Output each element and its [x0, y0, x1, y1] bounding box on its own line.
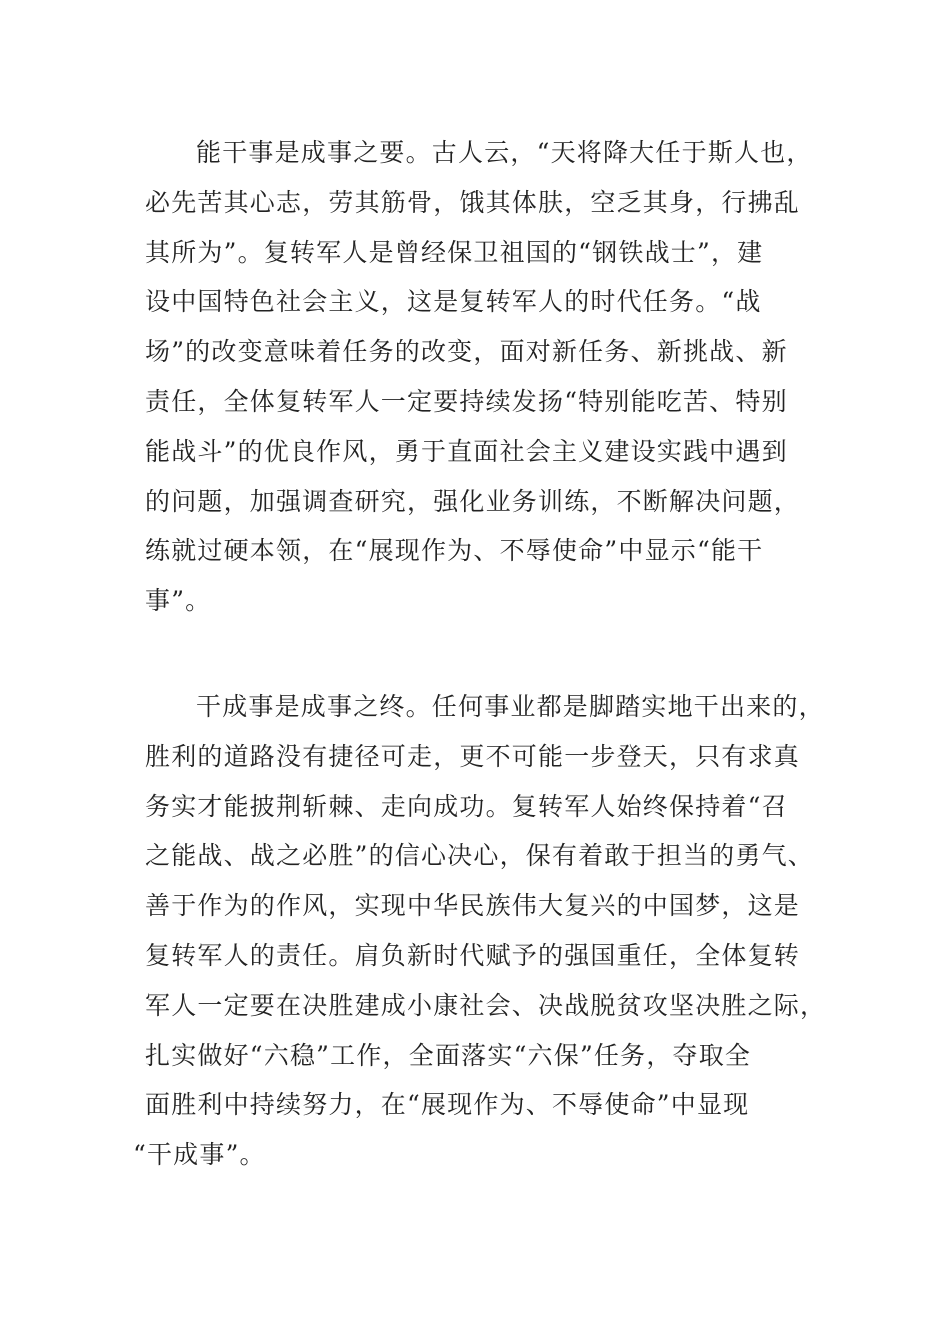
paragraph-line: 善于作为的作风，实现中华民族伟大复兴的中国梦，这是: [145, 891, 801, 921]
paragraph-line: 之能战、战之必胜”的信心决心，保有着敢于担当的勇气、: [145, 841, 814, 871]
paragraph-line: “干成事”。: [133, 1140, 266, 1170]
paragraph-line: 其所为”。复转军人是曾经保卫祖国的“钢铁战士”，建: [145, 237, 764, 267]
paragraph-line: 必先苦其心志，劳其筋骨，饿其体肤，空乏其身，行拂乱: [145, 187, 801, 217]
paragraph-line: 复转军人的责任。肩负新时代赋予的强国重任，全体复转: [145, 940, 801, 970]
paragraph-line: 面胜利中持续努力，在“展现作为、不辱使命”中显现: [145, 1090, 750, 1120]
paragraph-line: 设中国特色社会主义，这是复转军人的时代任务。“战: [145, 287, 762, 317]
paragraph-line: 能干事是成事之要。古人云，“天将降大任于斯人也，: [196, 138, 813, 167]
paragraph-line: 扎实做好“六稳”工作，全面落实“六保”任务，夺取全: [145, 1040, 752, 1070]
paragraph-line: 能战斗”的优良作风，勇于直面社会主义建设实践中遇到: [145, 436, 788, 466]
paragraph-line: 干成事是成事之终。任何事业都是脚踏实地干出来的，: [196, 692, 825, 721]
paragraph-accomplishing: [133, 682, 827, 1180]
paragraph-line: 的问题，加强调查研究，强化业务训练，不断解决问题，: [145, 486, 801, 516]
paragraph-capable-of-doing: [145, 128, 815, 626]
paragraph-line: 胜利的道路没有捷径可走，更不可能一步登天，只有求真: [145, 741, 801, 771]
paragraph-line: 练就过硬本领，在“展现作为、不辱使命”中显示“能干: [145, 536, 764, 566]
paragraph-line: 务实才能披荆斩棘、走向成功。复转军人始终保持着“召: [145, 791, 788, 821]
paragraph-line: 责任，全体复转军人一定要持续发扬“特别能吃苦、特别: [145, 386, 788, 416]
paragraph-line: 场”的改变意味着任务的改变，面对新任务、新挑战、新: [145, 337, 788, 367]
paragraph-line: 军人一定要在决胜建成小康社会、决战脱贫攻坚决胜之际，: [145, 990, 827, 1020]
paragraph-line: 事”。: [145, 586, 212, 616]
